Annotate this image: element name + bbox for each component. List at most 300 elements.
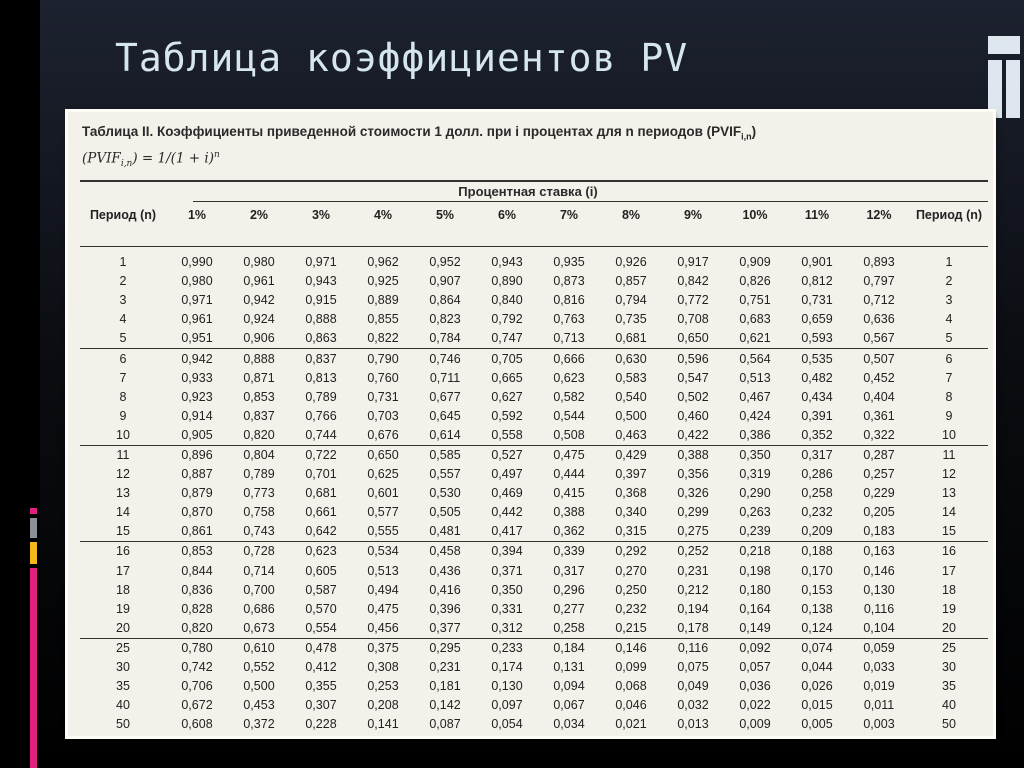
column-header-period: Период (n) [80,204,166,247]
column-header-rate: 8% [600,204,662,247]
factor-cell: 0,925 [367,274,399,289]
factor-cell: 0,011 [863,698,895,713]
factor-cell: 0,735 [615,312,647,327]
factor-cell: 0,463 [600,426,662,446]
factor-cell: 0,228 [305,717,337,732]
factor-cell: 0,188 [801,544,833,559]
factor-cell: 0,092 [739,640,771,655]
factor-cell: 0,828 [181,601,213,616]
factor-cell: 0,763 [553,312,585,327]
factor-cell: 0,317 [801,447,833,462]
factor-cell: 0,971 [305,255,337,270]
factor-cell: 0,743 [228,522,290,542]
factor-cell: 0,681 [600,329,662,349]
period-cell: 18 [116,582,130,597]
column-header-rate: 12% [848,204,910,247]
factor-cell: 0,605 [305,563,337,578]
factor-cell: 0,714 [243,563,275,578]
factor-cell: 0,564 [739,351,771,366]
period-cell: 20 [910,619,988,639]
factor-cell: 0,184 [553,640,585,655]
factor-cell: 0,253 [367,679,399,694]
factor-cell: 0,003 [863,717,895,732]
period-cell: 17 [942,563,956,578]
factor-cell: 0,772 [677,293,709,308]
scanned-table-document [68,112,993,736]
period-cell: 11 [116,447,130,462]
factor-cell: 0,212 [677,582,709,597]
factor-cell: 0,198 [739,563,771,578]
factor-cell: 0,665 [491,370,523,385]
factor-cell: 0,661 [305,505,337,520]
factor-cell: 0,879 [181,486,213,501]
table-row [80,426,988,446]
factor-cell: 0,582 [553,389,585,404]
factor-cell: 0,372 [243,717,275,732]
period-cell: 7 [119,370,127,385]
factor-cell: 0,711 [429,370,461,385]
factor-cell: 0,621 [724,329,786,349]
factor-cell: 0,232 [801,505,833,520]
factor-cell: 0,500 [243,679,275,694]
factor-cell: 0,813 [305,370,337,385]
factor-cell: 0,458 [429,544,461,559]
factor-cell: 0,905 [166,426,228,446]
pv-factor-table [80,204,988,734]
factor-cell: 0,131 [553,660,585,675]
period-cell: 50 [942,717,956,732]
factor-cell: 0,544 [553,408,585,423]
factor-cell: 0,857 [615,274,647,289]
factor-cell: 0,067 [553,698,585,713]
factor-cell: 0,980 [181,274,213,289]
factor-cell: 0,683 [739,312,771,327]
factor-cell: 0,377 [414,619,476,639]
factor-cell: 0,124 [786,619,848,639]
factor-cell: 0,766 [305,408,337,423]
period-cell: 16 [116,544,130,559]
table-row [80,542,988,562]
factor-cell: 0,534 [367,544,399,559]
factor-cell: 0,434 [801,389,833,404]
factor-cell: 0,789 [305,389,337,404]
factor-cell: 0,792 [491,312,523,327]
factor-cell: 0,906 [228,329,290,349]
factor-cell: 0,388 [677,447,709,462]
factor-cell: 0,896 [181,447,213,462]
factor-cell: 0,540 [615,389,647,404]
period-cell: 40 [116,698,130,713]
factor-cell: 0,627 [491,389,523,404]
table-caption: Таблица II. Коэффициенты приведенной стоимости 1 долл. при i процентах для n периодов $(PVIF_{i,n})$ [82,124,757,142]
factor-cell: 0,257 [863,467,895,482]
factor-cell: 0,009 [739,717,771,732]
column-header-rate: 3% [290,204,352,247]
factor-cell: 0,475 [553,447,585,462]
period-cell: 3 [945,293,953,308]
factor-cell: 0,547 [677,370,709,385]
period-cell: 12 [116,467,130,482]
factor-cell: 0,842 [677,274,709,289]
factor-cell: 0,412 [305,660,337,675]
table-row [80,349,988,369]
factor-cell: 0,350 [739,447,771,462]
factor-cell: 0,352 [786,426,848,446]
table-row [80,465,988,484]
factor-cell: 0,744 [290,426,352,446]
table-row [80,484,988,503]
factor-cell: 0,015 [801,698,833,713]
factor-cell: 0,587 [305,582,337,597]
factor-cell: 0,170 [801,563,833,578]
factor-cell: 0,961 [181,312,213,327]
factor-cell: 0,340 [615,505,647,520]
factor-cell: 0,822 [352,329,414,349]
factor-cell: 0,397 [615,467,647,482]
factor-cell: 0,026 [801,679,833,694]
factor-cell: 0,837 [243,408,275,423]
factor-cell: 0,482 [801,370,833,385]
factor-cell: 0,194 [677,601,709,616]
factor-cell: 0,760 [367,370,399,385]
factor-cell: 0,396 [429,601,461,616]
factor-cell: 0,044 [801,660,833,675]
period-cell: 12 [942,467,956,482]
factor-cell: 0,375 [367,640,399,655]
factor-cell: 0,681 [305,486,337,501]
factor-cell: 0,452 [863,370,895,385]
factor-cell: 0,552 [243,660,275,675]
factor-cell: 0,307 [305,698,337,713]
factor-cell: 0,677 [429,389,461,404]
factor-cell: 0,322 [848,426,910,446]
factor-cell: 0,672 [181,698,213,713]
factor-cell: 0,388 [553,505,585,520]
factor-cell: 0,933 [181,370,213,385]
factor-cell: 0,746 [429,351,461,366]
factor-cell: 0,642 [290,522,352,542]
factor-cell: 0,099 [615,660,647,675]
factor-cell: 0,416 [429,582,461,597]
factor-cell: 0,820 [228,426,290,446]
factor-cell: 0,659 [801,312,833,327]
factor-cell: 0,500 [615,408,647,423]
factor-cell: 0,146 [863,563,895,578]
factor-cell: 0,075 [677,660,709,675]
factor-cell: 0,164 [739,601,771,616]
factor-cell: 0,215 [600,619,662,639]
factor-cell: 0,840 [491,293,523,308]
table-row [80,388,988,407]
factor-cell: 0,174 [491,660,523,675]
period-cell: 40 [942,698,956,713]
factor-cell: 0,836 [181,582,213,597]
factor-cell: 0,232 [615,601,647,616]
factor-cell: 0,630 [615,351,647,366]
factor-cell: 0,005 [801,717,833,732]
period-cell: 6 [119,351,127,366]
period-cell: 35 [116,679,130,694]
factor-cell: 0,021 [615,717,647,732]
factor-cell: 0,747 [476,329,538,349]
factor-cell: 0,570 [305,601,337,616]
table-row [80,407,988,426]
period-cell: 19 [942,601,956,616]
factor-cell: 0,208 [367,698,399,713]
factor-cell: 0,797 [863,274,895,289]
factor-cell: 0,429 [615,447,647,462]
factor-cell: 0,286 [801,467,833,482]
factor-cell: 0,915 [305,293,337,308]
factor-cell: 0,460 [677,408,709,423]
factor-cell: 0,790 [367,351,399,366]
factor-cell: 0,962 [367,255,399,270]
factor-cell: 0,935 [553,255,585,270]
factor-cell: 0,258 [801,486,833,501]
table-row [80,562,988,581]
factor-cell: 0,275 [662,522,724,542]
factor-cell: 0,034 [553,717,585,732]
factor-cell: 0,751 [739,293,771,308]
factor-cell: 0,837 [305,351,337,366]
factor-cell: 0,708 [677,312,709,327]
factor-cell: 0,593 [786,329,848,349]
period-cell: 2 [945,274,953,289]
factor-cell: 0,942 [181,351,213,366]
factor-cell: 0,952 [429,255,461,270]
factor-cell: 0,181 [429,679,461,694]
factor-cell: 0,263 [739,505,771,520]
factor-cell: 0,713 [538,329,600,349]
factor-cell: 0,623 [553,370,585,385]
period-cell: 1 [945,255,953,270]
factor-cell: 0,394 [491,544,523,559]
period-cell: 30 [116,660,130,675]
factor-cell: 0,780 [181,640,213,655]
factor-cell: 0,535 [801,351,833,366]
factor-cell: 0,087 [429,717,461,732]
factor-cell: 0,700 [243,582,275,597]
factor-cell: 0,990 [181,255,213,270]
factor-cell: 0,855 [367,312,399,327]
factor-cell: 0,844 [181,563,213,578]
column-header-rate: 5% [414,204,476,247]
factor-cell: 0,502 [677,389,709,404]
column-header-period: Период (n) [910,204,988,247]
table-row [80,272,988,291]
factor-cell: 0,478 [305,640,337,655]
factor-cell: 0,046 [615,698,647,713]
factor-cell: 0,386 [724,426,786,446]
factor-cell: 0,497 [491,467,523,482]
factor-cell: 0,442 [491,505,523,520]
factor-cell: 0,290 [739,486,771,501]
factor-cell: 0,722 [305,447,337,462]
factor-cell: 0,577 [367,505,399,520]
period-cell: 9 [119,408,127,423]
factor-cell: 0,507 [863,351,895,366]
period-cell: 14 [116,505,130,520]
factor-cell: 0,673 [228,619,290,639]
factor-cell: 0,054 [491,717,523,732]
factor-cell: 0,971 [181,293,213,308]
column-header-rate: 6% [476,204,538,247]
period-cell: 7 [945,370,953,385]
factor-cell: 0,901 [801,255,833,270]
column-header-rate: 2% [228,204,290,247]
period-cell: 30 [942,660,956,675]
period-cell: 16 [942,544,956,559]
factor-cell: 0,926 [615,255,647,270]
factor-cell: 0,820 [166,619,228,639]
factor-cell: 0,871 [243,370,275,385]
factor-cell: 0,812 [801,274,833,289]
factor-cell: 0,022 [739,698,771,713]
factor-cell: 0,567 [848,329,910,349]
factor-cell: 0,404 [863,389,895,404]
factor-cell: 0,299 [677,505,709,520]
factor-cell: 0,863 [290,329,352,349]
factor-cell: 0,231 [677,563,709,578]
table-row [80,247,988,273]
table-row [80,677,988,696]
factor-cell: 0,356 [677,467,709,482]
column-header-rate: 10% [724,204,786,247]
factor-cell: 0,924 [243,312,275,327]
period-cell: 17 [116,563,130,578]
factor-cell: 0,252 [677,544,709,559]
factor-cell: 0,059 [863,640,895,655]
factor-cell: 0,481 [414,522,476,542]
table-row [80,503,988,522]
factor-cell: 0,097 [491,698,523,713]
table-row [80,522,988,542]
factor-cell: 0,554 [290,619,352,639]
period-cell: 5 [910,329,988,349]
factor-cell: 0,676 [352,426,414,446]
table-row [80,658,988,677]
factor-cell: 0,355 [305,679,337,694]
period-cell: 2 [119,274,127,289]
factor-cell: 0,917 [677,255,709,270]
table-row [80,619,988,639]
factor-cell: 0,183 [848,522,910,542]
table-row [80,581,988,600]
rate-rule [193,201,988,202]
factor-cell: 0,557 [429,467,461,482]
factor-cell: 0,942 [243,293,275,308]
factor-cell: 0,287 [863,447,895,462]
factor-cell: 0,614 [414,426,476,446]
column-header-rate: 7% [538,204,600,247]
factor-cell: 0,596 [677,351,709,366]
factor-cell: 0,864 [429,293,461,308]
factor-cell: 0,094 [553,679,585,694]
factor-cell: 0,116 [863,601,895,616]
factor-cell: 0,823 [429,312,461,327]
column-header-rate: 4% [352,204,414,247]
factor-cell: 0,701 [305,467,337,482]
factor-cell: 0,149 [724,619,786,639]
factor-cell: 0,645 [429,408,461,423]
factor-cell: 0,853 [243,389,275,404]
factor-cell: 0,601 [367,486,399,501]
period-cell: 10 [910,426,988,446]
factor-cell: 0,013 [677,717,709,732]
factor-cell: 0,731 [367,389,399,404]
period-cell: 4 [945,312,953,327]
period-cell: 4 [119,312,127,327]
factor-cell: 0,295 [429,640,461,655]
factor-cell: 0,951 [166,329,228,349]
factor-cell: 0,153 [801,582,833,597]
factor-cell: 0,142 [429,698,461,713]
factor-cell: 0,258 [538,619,600,639]
factor-cell: 0,074 [801,640,833,655]
column-header-rate: 9% [662,204,724,247]
factor-cell: 0,943 [491,255,523,270]
period-cell: 10 [80,426,166,446]
table-row [80,600,988,619]
factor-cell: 0,826 [739,274,771,289]
pvif-formula: $(PVIF_{i,n}) = 1/(1 + i)^n$ [82,150,220,170]
factor-cell: 0,057 [739,660,771,675]
factor-cell: 0,141 [367,717,399,732]
factor-cell: 0,180 [739,582,771,597]
factor-cell: 0,650 [662,329,724,349]
table-row [80,329,988,349]
factor-cell: 0,907 [429,274,461,289]
period-cell: 20 [80,619,166,639]
factor-cell: 0,239 [724,522,786,542]
factor-cell: 0,019 [863,679,895,694]
factor-cell: 0,138 [801,601,833,616]
factor-cell: 0,888 [243,351,275,366]
factor-cell: 0,893 [863,255,895,270]
factor-cell: 0,317 [553,563,585,578]
period-cell: 19 [116,601,130,616]
factor-cell: 0,229 [863,486,895,501]
factor-cell: 0,706 [181,679,213,694]
factor-cell: 0,033 [863,660,895,675]
factor-cell: 0,444 [553,467,585,482]
factor-cell: 0,130 [863,582,895,597]
period-cell: 25 [116,640,130,655]
factor-cell: 0,339 [553,544,585,559]
factor-cell: 0,319 [739,467,771,482]
factor-cell: 0,530 [429,486,461,501]
period-cell: 8 [119,389,127,404]
factor-cell: 0,218 [739,544,771,559]
table-row [80,715,988,734]
factor-cell: 0,270 [615,563,647,578]
factor-cell: 0,909 [739,255,771,270]
factor-cell: 0,163 [863,544,895,559]
factor-cell: 0,456 [352,619,414,639]
factor-cell: 0,914 [181,408,213,423]
factor-cell: 0,513 [367,563,399,578]
factor-cell: 0,890 [491,274,523,289]
factor-cell: 0,326 [677,486,709,501]
factor-cell: 0,555 [352,522,414,542]
factor-cell: 0,209 [786,522,848,542]
factor-cell: 0,104 [848,619,910,639]
period-cell: 18 [942,582,956,597]
factor-cell: 0,130 [491,679,523,694]
table-row [80,696,988,715]
period-cell: 15 [910,522,988,542]
factor-cell: 0,415 [553,486,585,501]
